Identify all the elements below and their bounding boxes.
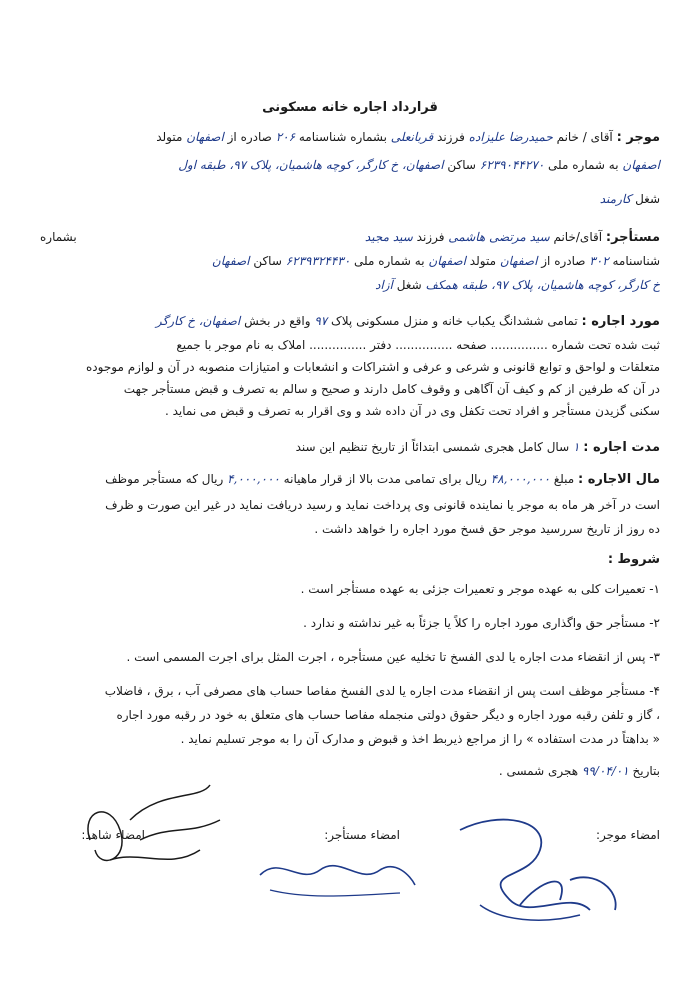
tenant-name: سید مرتضی هاشمی xyxy=(448,230,550,244)
duration-line xyxy=(40,438,660,457)
tenant-birthplace: اصفهان xyxy=(428,254,466,268)
text-fragment: متولد xyxy=(156,130,183,144)
tenant-line-3 xyxy=(40,276,660,294)
landlord-signature-label: امضاء موجر: xyxy=(596,828,660,842)
text-fragment: آقای / خانم xyxy=(556,130,613,144)
text-fragment: بشماره xyxy=(40,230,77,244)
text-fragment: سال کامل هجری شمسی ابتدائاً از تاریخ تنظیم این سند xyxy=(295,440,570,454)
rent-line-2: است در آخر هر ماه به موجر یا نماینده قانونی وی پرداخت نماید و رسید دریافت نماید در غیر این صورت و ظرف xyxy=(105,498,660,512)
text-fragment: شغل xyxy=(396,278,422,292)
landlord-label: موجر : xyxy=(616,130,660,145)
text-fragment: فرزند xyxy=(437,130,465,144)
text-fragment: مبلغ xyxy=(553,472,575,486)
condition-item: « بداهتاً در مدت استفاده » را از مراجع ذیربط اخذ و قبوض و مدارک آن را به موجر تسلیم نماید . xyxy=(180,732,660,746)
rent-monthly: ۴,۰۰۰,۰۰۰ xyxy=(227,472,280,486)
landlord-father: قربانعلی xyxy=(390,130,434,144)
landlord-job: کارمند xyxy=(599,192,632,206)
text-fragment: شغل xyxy=(635,192,660,206)
witness-signature-image xyxy=(70,780,230,880)
text-fragment: بتاریخ xyxy=(632,764,660,778)
landlord-issued: اصفهان xyxy=(186,130,224,144)
tenant-label: مستأجر: xyxy=(605,230,660,245)
subject-line-4: در آن که طرفین از کم و کیف آن آگاهی و وقوف کامل دارند و صحیح و سالم به تصرف و قبض مستأجر جهت xyxy=(123,382,660,396)
text-fragment: صادره از xyxy=(227,130,272,144)
rent-line-3: ده روز از تاریخ سررسید موجر حق فسخ مورد اجاره را خواهد داشت . xyxy=(314,522,660,536)
text-fragment: تمامی ششدانگ یکباب خانه و منزل مسکونی پلاک xyxy=(331,314,578,328)
tenant-signature-image xyxy=(250,845,420,905)
tenant-line-2 xyxy=(40,252,660,270)
rent-line-1 xyxy=(40,470,660,489)
duration-value: ۱ xyxy=(572,440,580,454)
text-fragment: ساکن xyxy=(253,254,282,268)
date-line xyxy=(40,762,660,780)
text-fragment: ریال برای تمامی مدت بالا از قرار ماهیانه xyxy=(283,472,487,486)
text-fragment: شناسنامه xyxy=(612,254,660,268)
contract-title: قرارداد اجاره خانه مسکونی xyxy=(262,100,438,115)
tenant-id-no: ۳۰۲ xyxy=(589,254,609,268)
tenant-father: سید مجید xyxy=(364,230,413,244)
landlord-address: اصفهان، خ کارگر، کوچه هاشمیان، پلاک ۹۷، طبقه اول xyxy=(178,158,444,172)
date-value: ۹۹/۰۴/۰۱ xyxy=(581,764,629,778)
tenant-national-id: ۶۲۳۹۳۲۴۴۳۰ xyxy=(285,254,351,268)
text-fragment: آقای/خانم xyxy=(553,230,603,244)
tenant-job: آزاد xyxy=(375,278,393,292)
landlord-national-id: ۶۲۳۹۰۴۴۲۷۰ xyxy=(479,158,545,172)
conditions-label xyxy=(40,550,660,569)
landlord-name: حمیدرضا علیزاده xyxy=(468,130,553,144)
text-fragment: صادره از xyxy=(541,254,586,268)
subject-plaque: ۹۷ xyxy=(314,314,328,328)
text-fragment: فرزند xyxy=(416,230,445,244)
tenant-signature-label: امضاء مستأجر: xyxy=(324,828,400,842)
landlord-signature-image xyxy=(420,810,640,930)
text-fragment: متولد xyxy=(469,254,496,268)
landlord-line-3 xyxy=(40,190,660,208)
tenant-city: اصفهان xyxy=(211,254,250,268)
rent-total: ۴۸,۰۰۰,۰۰۰ xyxy=(490,472,550,486)
subject-line-3: متعلقات و لواحق و توابع قانونی و شرعی و عرفی و اشتراکات و انشعابات و امتیازات منصوبه در آن و لوازم موجوده xyxy=(86,360,660,374)
text-fragment: واقع در بخش xyxy=(244,314,311,328)
conditions-heading: شروط : xyxy=(607,552,660,567)
witness-signature-label: امضاء شاهد: xyxy=(81,828,145,842)
subject-line-2: ثبت شده تحت شماره ............... صفحه ............... دفتر ............... املاک به نام موجر با جمیع xyxy=(176,338,660,352)
text-fragment: هجری شمسی . xyxy=(498,764,579,778)
text-fragment: به شماره ملی xyxy=(548,158,619,172)
text-fragment: به شماره ملی xyxy=(354,254,425,268)
tenant-line-1 xyxy=(40,228,660,247)
subject-label: مورد اجاره : xyxy=(581,314,660,329)
landlord-line-2 xyxy=(40,156,660,174)
text-fragment: ریال که مستأجر موظف xyxy=(105,472,224,486)
rent-label: مال الاجاره : xyxy=(577,472,660,487)
landlord-birthplace: اصفهان xyxy=(622,158,660,172)
landlord-line-1 xyxy=(40,128,660,147)
condition-item: ۱- تعمیرات کلی به عهده موجر و تعمیرات جزئی به عهده مستأجر است . xyxy=(300,582,660,596)
condition-item: ۴- مستأجر موظف است پس از انقضاء مدت اجاره یا لدی الفسخ مفاصا حساب های مصرفی آب ، برق ، فاضلاب xyxy=(104,684,660,698)
landlord-id-no: ۲۰۶ xyxy=(275,130,296,144)
condition-item: ۲- مستأجر حق واگذاری مورد اجاره را کلاً یا جزئاً به غیر نداشته و ندارد . xyxy=(303,616,660,630)
tenant-address: خ کارگر، کوچه هاشمیان، پلاک ۹۷، طبقه همکف xyxy=(425,278,660,292)
text-fragment: بشماره شناسنامه xyxy=(298,130,387,144)
text-fragment: ساکن xyxy=(447,158,476,172)
condition-item: ، گاز و تلفن رقبه مورد اجاره و دیگر حقوق دولتی منجمله مفاصا حساب های متعلق به خود در رقبه مورد اجاره xyxy=(116,708,660,722)
subject-line-5: سکنی گزیدن مستأجر و افراد تحت تکفل وی در آن داده شد و وی اقرار به تصرف و قبض می نماید . xyxy=(165,404,660,418)
duration-label: مدت اجاره : xyxy=(583,440,660,455)
subject-section: اصفهان، خ کارگر xyxy=(155,314,241,328)
tenant-issued: اصفهان xyxy=(499,254,538,268)
subject-line-1 xyxy=(40,312,660,331)
condition-item: ۳- پس از انقضاء مدت اجاره یا لدی الفسخ تا تخلیه عین مستأجره ، اجرت المثل برای اجرت المسمی است . xyxy=(126,650,660,664)
